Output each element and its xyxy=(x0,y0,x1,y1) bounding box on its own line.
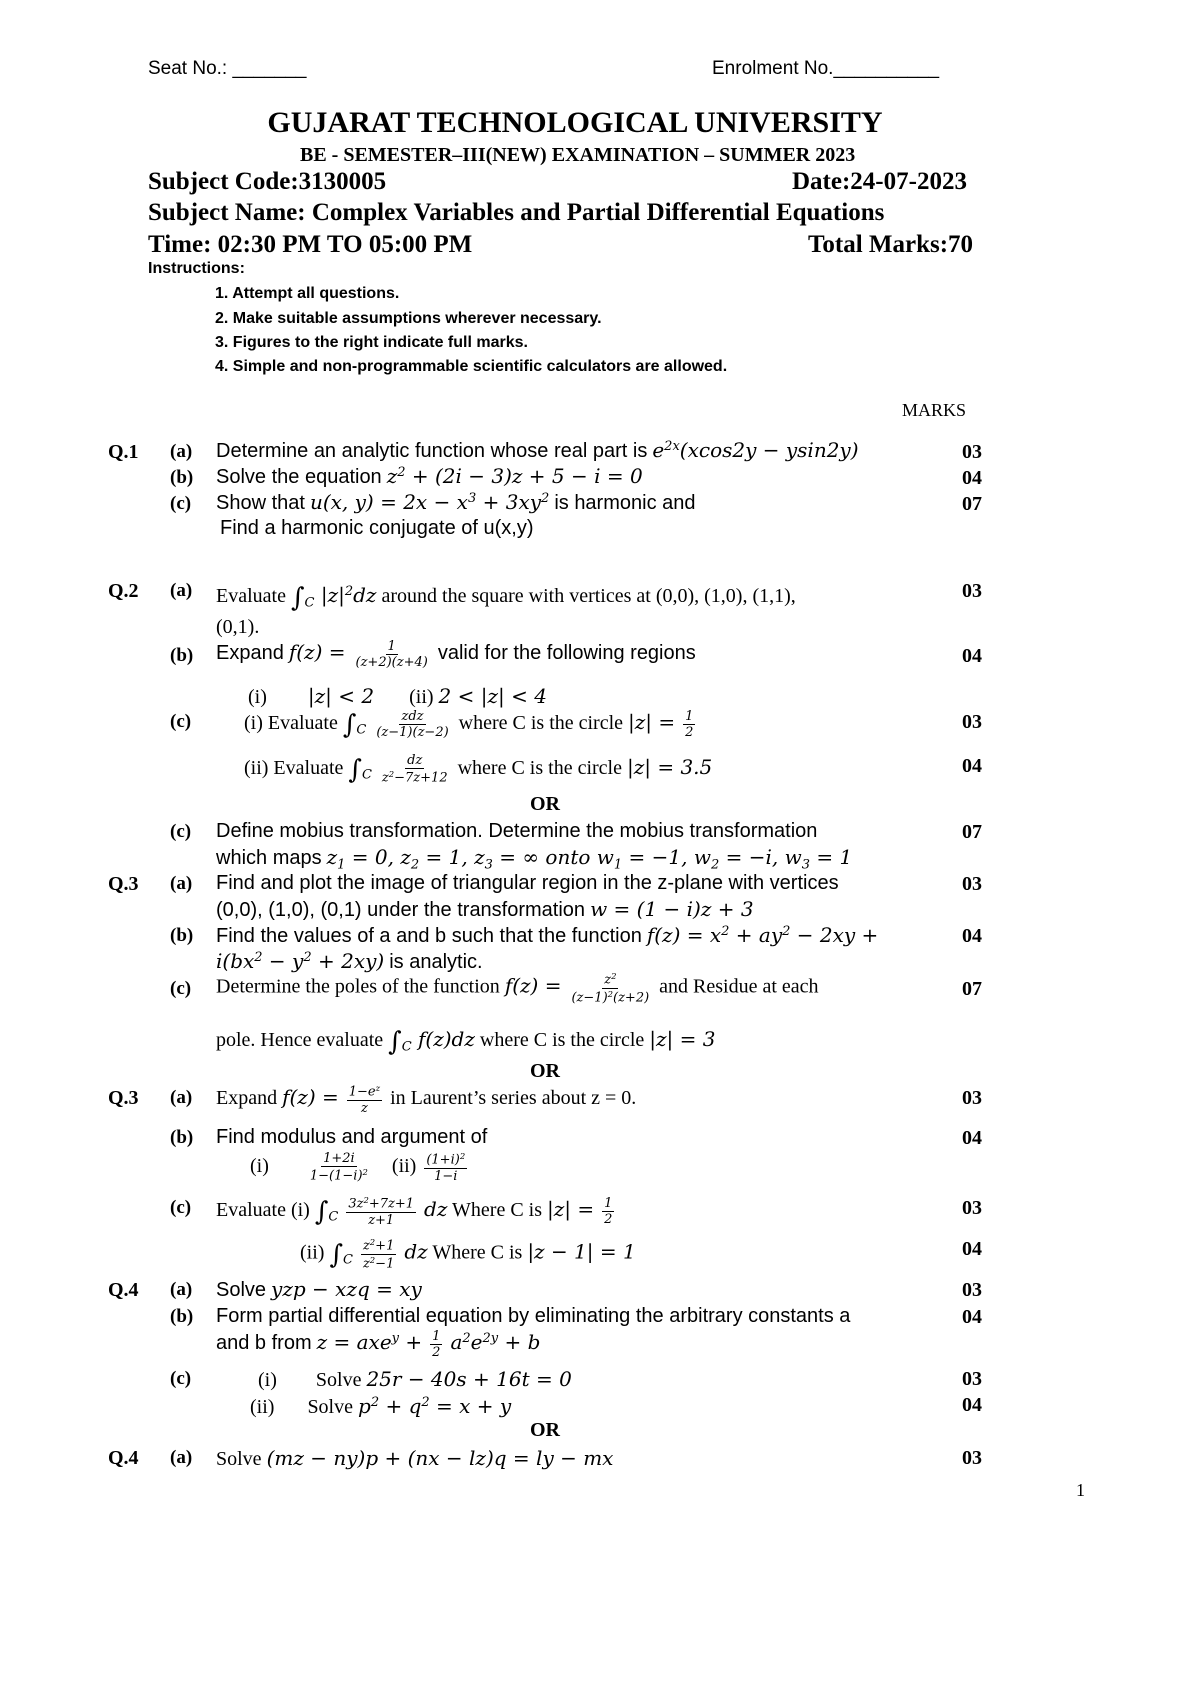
q3or-c2-text: (ii) $\int_C$ $\frac{z^2+1}{z^2-1}$ dz Where C is |z − 1| = 1 xyxy=(300,1237,636,1272)
part-label: (c) xyxy=(170,978,192,999)
q3c-text: Determine the poles of the function f(z) = $\frac{z^2}{(z-1)^2(z+2)}$ and Residue at each xyxy=(216,971,819,1006)
exam-time: Time: 02:30 PM TO 05:00 PM xyxy=(148,231,473,258)
part-label: (a) xyxy=(170,1279,193,1300)
marks-value: 03 xyxy=(962,1447,982,1469)
or-separator: OR xyxy=(530,793,560,815)
q3b-text: Find the values of a and b such that the function $f(z) = x^2 + ay^2 - 2xy$ + xyxy=(216,923,879,947)
part-label: (b) xyxy=(170,1127,194,1148)
question-number: Q.3 xyxy=(108,873,139,895)
part-label: (a) xyxy=(170,873,193,894)
question-number: Q.2 xyxy=(108,580,139,602)
q2a-text-line2: (0,1). xyxy=(216,616,260,638)
university-title: GUJARAT TECHNOLOGICAL UNIVERSITY xyxy=(267,106,883,139)
q1c-text: Show that u(x, $y) = 2x - x^3 + 3xy^2$ is harmonic and xyxy=(216,490,696,514)
q4b-text-line2: and b from z = axe$^y$ + $\frac{1}{2}$ $a^2e^{2y} + b$ xyxy=(216,1329,541,1360)
marks-value: 04 xyxy=(962,645,982,667)
part-label: (c) xyxy=(170,821,192,842)
marks-value: 03 xyxy=(962,1087,982,1109)
question-number: Q.4 xyxy=(108,1279,139,1301)
part-label: (a) xyxy=(170,1087,193,1108)
enrolment-no: Enrolment No.__________ xyxy=(712,58,940,79)
exam-date: Date:24-07-2023 xyxy=(792,168,967,195)
q4c1-text: (i) Solve 25r − 40s + 16t = 0 xyxy=(258,1367,572,1391)
instruction-item: 4. Simple and non-programmable scientific calculators are allowed. xyxy=(215,358,728,375)
marks-value: 03 xyxy=(962,873,982,895)
q4c2-text: (ii) Solve $p^2 + q^2 = x + y$ xyxy=(250,1394,512,1418)
question-number: Q.3 xyxy=(108,1087,139,1109)
marks-value: 03 xyxy=(962,580,982,602)
page-number: 1 xyxy=(1076,1480,1085,1500)
q2c2-text: (ii) Evaluate $\int_C$ $\frac{dz}{z^2-7z+12}$ where C is the circle |z| = 3.5 xyxy=(244,753,713,786)
part-label: (b) xyxy=(170,645,194,666)
part-label: (b) xyxy=(170,467,194,488)
q3or-b-text: Find modulus and argument of xyxy=(216,1126,488,1148)
part-label: (a) xyxy=(170,441,193,462)
marks-value: 04 xyxy=(962,467,982,489)
part-label: (c) xyxy=(170,493,192,514)
marks-value: 07 xyxy=(962,978,982,1000)
part-label: (c) xyxy=(170,1368,192,1389)
marks-value: 03 xyxy=(962,441,982,463)
q2c1-text: (i) Evaluate $\int_C$ $\frac{\text{zdz}}{(z-1)(z-2)}$ where C is the circle |z| = $\frac{1}{2}$ xyxy=(244,709,694,741)
marks-header: MARKS xyxy=(902,400,967,420)
total-marks: Total Marks:70 xyxy=(808,231,974,258)
or-separator: OR xyxy=(530,1419,560,1441)
q3or-a-text: Expand f(z) = $\frac{1-e^z}{z}$ in Laurent’s series about z = 0. xyxy=(216,1083,637,1116)
q3a-text-line2: (0,0), (1,0), (0,1) under the transformation w = (1 − i)z + 3 xyxy=(216,897,754,921)
marks-value: 03 xyxy=(962,1197,982,1219)
q1b-text: Solve the equation $z^2 + (2i - 3)z + 5 - i = 0$ xyxy=(216,464,643,488)
marks-value: 03 xyxy=(962,1279,982,1301)
subject-code: Subject Code:3130005 xyxy=(148,168,387,195)
seat-no: Seat No.: _______ xyxy=(148,58,307,79)
subject-name: Subject Name: Complex Variables and Partial Differential Equations xyxy=(148,199,885,226)
marks-value: 04 xyxy=(962,755,982,777)
q4or-a-text: Solve (mz − ny)p + (nx − lz)q = ly − mx xyxy=(216,1446,614,1470)
q3a-text: Find and plot the image of triangular region in the z-plane with vertices xyxy=(216,872,839,894)
marks-value: 03 xyxy=(962,1368,982,1390)
marks-value: 04 xyxy=(962,1306,982,1328)
q1a-text: Determine an analytic function whose real part is $e^{2x}(xcos2y - ysin2y)$ xyxy=(216,438,859,462)
or-separator: OR xyxy=(530,1060,560,1082)
instruction-item: 1. Attempt all questions. xyxy=(215,285,400,302)
marks-value: 07 xyxy=(962,493,982,515)
q2c-or-text: Define mobius transformation. Determine the mobius transformation xyxy=(216,820,818,842)
part-label: (c) xyxy=(170,711,192,732)
marks-value: 04 xyxy=(962,1238,982,1260)
instruction-item: 3. Figures to the right indicate full marks. xyxy=(215,334,528,351)
q3b-text-line2: $i(bx^2 - y^2 + 2xy)$ is analytic. xyxy=(216,949,483,973)
part-label: (b) xyxy=(170,1306,194,1327)
instructions-label: Instructions: xyxy=(148,260,245,277)
q3c-text-line2: pole. Hence evaluate $\int_C$ f(z)dz where C is the circle |z| = 3 xyxy=(216,1027,716,1057)
q3or-b-items: (i) $\frac{1+2i}{1-(1-i)^2}$ (ii) $\frac{(1+i)^2}{1-i}$ xyxy=(250,1151,466,1184)
exam-title: BE - SEMESTER–III(NEW) EXAMINATION – SUMMER 2023 xyxy=(300,144,856,166)
q2b-regions: (i) |z| < 2 (ii) 2 < |z| < 4 xyxy=(248,684,547,708)
marks-value: 04 xyxy=(962,1127,982,1149)
part-label: (b) xyxy=(170,925,194,946)
q4a-text: Solve yzp − xzq = xy xyxy=(216,1277,422,1301)
part-label: (a) xyxy=(170,1447,193,1468)
marks-value: 04 xyxy=(962,925,982,947)
q2a-text: Evaluate $\int_C$ $|z|^2dz$ around the square with vertices at (0,0), (1,0), (1,1), xyxy=(216,583,796,613)
q1c-text-line2: Find a harmonic conjugate of u(x,y) xyxy=(220,517,534,539)
instruction-item: 2. Make suitable assumptions wherever necessary. xyxy=(215,310,602,327)
marks-value: 07 xyxy=(962,821,982,843)
q2c-or-text-line2: which maps $z_1 = 0$, $z_2 = 1$, $z_3$ = ∞ onto $w_1 = -1$, $w_2 = -i$, $w_3 = 1$ xyxy=(216,845,853,873)
q2b-text: Expand f(z) = $\frac{1}{(z+2)(z+4)}$ valid for the following regions xyxy=(216,639,696,670)
part-label: (a) xyxy=(170,580,193,601)
question-number: Q.1 xyxy=(108,441,139,463)
q4b-text: Form partial differential equation by eliminating the arbitrary constants a xyxy=(216,1305,851,1327)
part-label: (c) xyxy=(170,1197,192,1218)
question-number: Q.4 xyxy=(108,1447,139,1469)
marks-value: 04 xyxy=(962,1394,982,1416)
q3or-c1-text: Evaluate (i) $\int_C$ $\frac{3z^2+7z+1}{z+1}$ dz Where C is |z| = $\frac{1}{2}$ xyxy=(216,1195,613,1228)
marks-value: 03 xyxy=(962,711,982,733)
